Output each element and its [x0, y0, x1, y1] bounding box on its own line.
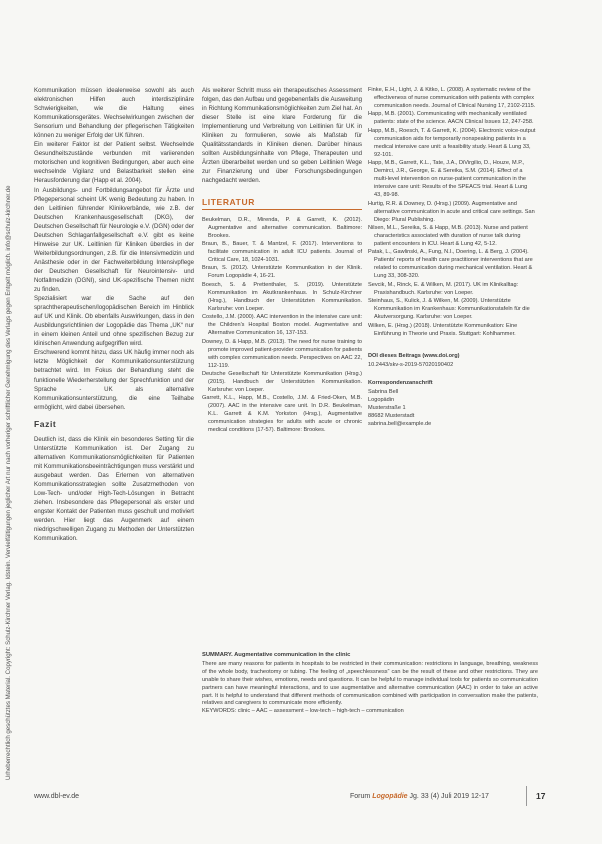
paragraph: Spezialisiert war die Sache auf den sprachtherapeutischen/logopädischen Bereich im Hinblick auf UK und Klinik. Ob ebenfalls Auswirkungen, dass in den Ausbildungsrichtlinien der Logopädie das Thema „UK“ nur in einem kleinen Anteil und ohne spezifischen Bezug zur klinischen Anwendung aufgegriffen wird.: [34, 295, 194, 348]
reference-item: Patak, L., Gawlinski, A., Fung, N.I., Doering, L. & Berg, J. (2004). Patients' reports of health care practitioner interventions that are related to communication during mechanical ventilation. Heart & Lung 33, 308-320.: [368, 249, 533, 280]
summary-text: There are many reasons for patients in hospitals to be restricted in their communication: restrictions in language, breathing, weakness of the whole body, tracheotomy or tubing. The feeling of „speechlessness“ can be the result of these and other restrictions. They are unable to share their wishes, emotions, needs and questions. It can be helpful to manage individual tools for patients so communication partners can have meaningful interactions, and to use augmentative and alternative communication (AAC) in order to take an active part. It is helpful to understand that different methods of communication combined with participation in conversation make the patients, relatives and caregivers to communicate more efficiently.: [202, 660, 538, 707]
fazit-paragraph: Deutlich ist, dass die Klinik ein besonderes Setting für die Unterstützte Kommunikation ist. Der Zugang zu alternativen Kommunikationsmöglichkeiten für Patienten mit Kommunikationsbeeinträchtigungen muss verstärkt und ausgebaut werden. Das Erlernen von alternativen Kommunikationsstrategien sollte Zusatzmethoden von Low-Tech- und/oder High-Tech-Lösungen in Betracht ziehen. Insbesondere das Pflegepersonal als erster und engster Kontakt der Patienten muss geschult und motiviert werden. Hier liegt das Augenmerk auf einem niedrigschwelligen Zugang zu Methoden der Unterstützten Kommunikation.: [34, 435, 194, 543]
journal-brand: Logopädie: [372, 793, 408, 800]
doi-value: 10.2443/skv-s-2019-57020190402: [368, 361, 454, 368]
reference-item: Steinhaus, S., Kulick, J. & Wilken, M. (2009). Unterstützte Kommunikation im Krankenhaus: Kommunikationstafeln für die Akutversorgung. Karlsruhe: von Loeper.: [368, 298, 530, 321]
summary-keywords: KEYWORDS: clinic – AAC – assessment – low-tech – high-tech – communication: [202, 708, 404, 715]
literatur-heading: LITERATUR: [202, 198, 362, 210]
reference-item: Happ, M.B., Garrett, K.L., Tate, J.A., DiVirgilio, D., Houze, M.P., Demirci, J.R., George, E. & Sereika, S.M. (2014). Effect of a multi-level intervention on nurse-patient communication in the intensive care unit: Results of the SPEACS trial. Heart & Lung 43, 89-98.: [368, 160, 528, 199]
footer-journal: [350, 793, 489, 800]
paragraph: In Ausbildungs- und Fortbildungsangebot für Ärzte und Pflegepersonal scheint UK wenig Bedeutung zu haben. In den Leitlinien führender Klinikverbände, wie z.B. der Deutschen Krankenhausgesellschaft (DKG), der Deutschen Gesellschaft für Neurologie e.V. (DGN) oder der Deutschen Schlaganfallgesellschaft e.V. gibt es keine Hinweise zur UK. Leitlinien für Kliniken überdies in der Weiterbildungsordnungen, z.B. für die Intensivmedizin und Anästhesie oder in der Fachweiterbildung Intensivpflege der Deutschen Gesellschaft für Neurointensiv- und Notfallmedizin (DGNI), sind UK-spezifische Themen nicht zu finden.: [34, 186, 194, 294]
reference-item: Garrett, K.L., Happ, M.B., Costello, J.M. & Fried-Oken, M.B. (2007). AAC in the intensive care unit. In D.R. Beukelman, K.L. Garrett & K.M. Yorkston (Hrsg.), Augmentative communication strategies for adults with acute or chronic medical conditions (17-57). Baltimore: Brookes.: [202, 395, 362, 434]
copyright-side-note: Urheberrechtlich geschütztes Material. Copyright: Schulz-Kirchner Verlag. Idstein. Vervielfältigungen jeglicher Art nur nach vorheriger schriftlicher Genehmigung des Verlags gegen Entgelt möglich. info@schulz-kirchner.de: [5, 185, 12, 780]
doi-title: DOI dieses Beitrags (www.doi.org): [368, 352, 460, 359]
summary-box: [202, 652, 538, 716]
paragraph: Ein weiterer Faktor ist der Patient selbst. Wechselnde Gesundheitszustände verbunden mit variierenden motorischen und kognitiven Bedingungen, aber auch eine wechselnde Vigilanz und Belastbarkeit stellen eine Herausforderung dar (Happ et al. 2004).: [34, 141, 194, 185]
reference-item: Wilken, E. (Hrsg.) (2018). Unterstützte Kommunikation: Eine Einführung in Theorie und Praxis. Stuttgart: Kohlhammer.: [368, 322, 518, 337]
journal-prefix: Forum: [350, 793, 371, 800]
paragraph: Als weiterer Schritt muss ein therapeutisches Assessment folgen, das den Aufbau und gegebenenfalls die Ausweitung in Richtung Kommunikationsmöglichkeiten zum Ziel hat. An dieser Stelle ist eine klare Forderung für die Implementierung und Verbreitung von Leitlinien für UK in Kliniken zu formulieren, sowie als Maßstab für Qualitätsstandards in Kliniken dienen. Darüber hinaus sollten Ausbildungsinhalte von Pflege, Therapeuten und Ärzten überarbeitet werden und so geben Leitlinien Wege zur Finanzierung und über Forschungsbedingungen nachgedacht werden.: [202, 87, 362, 185]
reference-item: Boesch, S. & Prettenthaler, S. (2019). Unterstützte Kommunikation im Akutkrankenhaus. In Schulz-Kirchner (Hrsg.), Handbuch der Unterstützten Kommunikation. Karlsruhe: von Loeper.: [202, 281, 362, 312]
text-column-middle: [202, 86, 362, 435]
paragraph: Kommunikation müssen idealerweise sowohl als auch elektronischen Hilfen auch interdisziplinäre Schwierigkeiten, wie die Haltung eines Kommunikationsgerätes. Wechselwirkungen zwischen der Sensorium und Behandlung der pflegerischen Tätigkeiten können zu weniger Erfolg der UK führen.: [34, 87, 194, 140]
reference-item: Happ, M.B. (2001). Communicating with mechanically ventilated patients: state of the science. AACN Clinical Issues 12, 247-258.: [368, 111, 534, 126]
reference-item: Sevcik, M., Rinck, E. & Wilken, M. (2017). UK im Klinikalltag: Praxishandbuch. Karlsruhe: von Loeper.: [368, 281, 519, 296]
address-email: sabrina.bell@example.de: [368, 420, 432, 427]
reference-item: Beukelman, D.R., Mirenda, P. & Garrett, K. (2012). Augmentative and alternative communication. Baltimore: Brookes.: [202, 216, 362, 239]
text-column-left: [34, 86, 194, 543]
reference-item: Deutsche Gesellschaft für Unterstützte Kommunikation (Hrsg.) (2015). Handbuch der Unterstützten Kommunikation. Karlsruhe: von Loeper.: [202, 370, 362, 393]
address-title: Korrespondenzanschrift: [368, 379, 433, 386]
reference-item: Downey, D. & Happ, M.B. (2013). The need for nurse training to promote improved patient-provider communication for patients with complex communication needs. Perspectives on AAC 22, 112-119.: [202, 338, 362, 369]
reference-item: Braun, S. (2012). Unterstützte Kommunikation in der Klinik. Forum Logopädie 4, 16-21.: [202, 265, 362, 280]
reference-item: Hurtig, R.R. & Downey, D. (Hrsg.) (2009). Augmentative and alternative communication in acute and critical care settings. San Diego: Plural Publishing.: [368, 200, 535, 223]
reference-item: Finke, E.H., Light, J. & Kitko, L. (2008). A systematic review of the effectiveness of nurse communication with patients with complex communication needs. Journal of Clinical Nursing 17, 2102-2115.: [368, 87, 536, 109]
reference-item: Braun, B., Bauer, T. & Mantzel, F. (2017). Interventions to facilitate communication in adult ICU patients. Journal of Critical Care, 18, 1024-1031.: [202, 240, 362, 263]
footer-website: www.dbl-ev.de: [34, 793, 80, 800]
fazit-heading: Fazit: [34, 418, 57, 429]
reference-item: Costello, J.M. (2000). AAC intervention in the intensive care unit: the Children's Hospital Boston model. Augmentative and Alternative Communication 16, 137-153.: [202, 314, 362, 337]
reference-column-right: [368, 86, 536, 428]
journal-issue: Jg. 33 (4) Juli 2019 12-17: [409, 793, 489, 800]
reference-item: Happ, M.B., Roesch, T. & Garrett, K. (2004). Electronic voice-output communication aids for temporarily nonspeaking patients in a medical intensive care unit: a feasibility study. Heart & Lung 33, 92-101.: [368, 127, 536, 158]
footer-divider: [526, 786, 527, 806]
page-number: 17: [536, 791, 546, 801]
summary-title: SUMMARY. Augmentative communication in the clinic: [202, 652, 351, 658]
address-line: Musterstraße 1: [368, 404, 406, 411]
reference-item: Nilsen, M.L., Sereika, S. & Happ, M.B. (2013). Nurse and patient characteristics associated with duration of nurse talk during patient encounters in ICU. Heart & Lung 42, 5-12.: [368, 224, 528, 247]
paragraph: Erschwerend kommt hinzu, dass UK häufig immer noch als letzte Möglichkeit der Kommunikationsunterstützung betrachtet wird. Im Fokus der Behandlung steht die funktionelle Wiederherstellung der Sprechfunktion und der Sprache - UK als alternative Kommunikationsunterstützung, die eine Teilhabe ermöglicht, wird dabei übersehen.: [34, 349, 194, 411]
address-line: Sabrina Bell: [368, 388, 399, 395]
address-line: Logopädin: [368, 396, 395, 403]
address-line: 88682 Musterstadt: [368, 412, 415, 419]
